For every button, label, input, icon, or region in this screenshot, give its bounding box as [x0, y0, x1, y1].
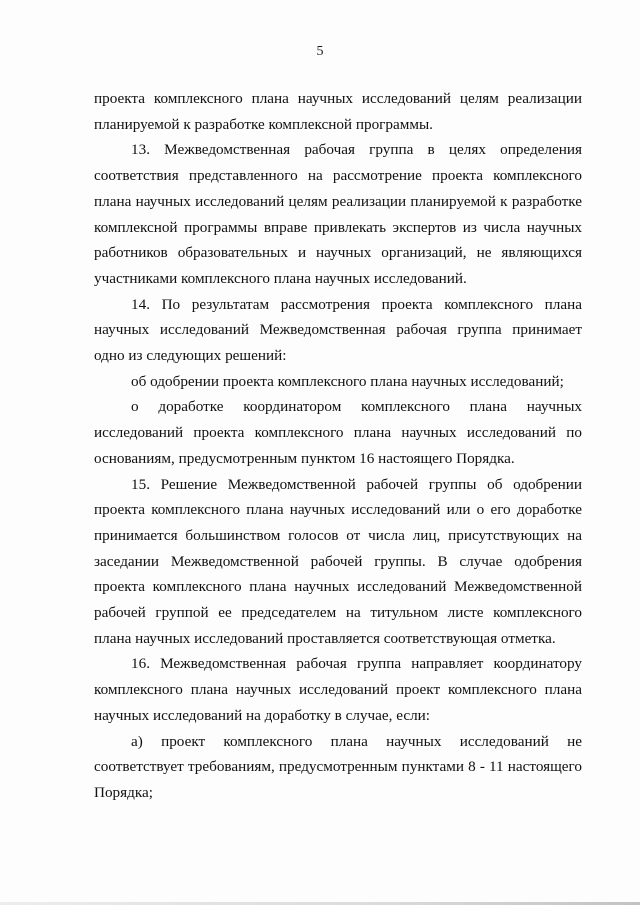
paragraph-14-option-revise: о доработке координатором комплексного плана научных исследований проекта комплексного плана научных исследований по основаниям, предусмотренным пунктом 16 настоящего Порядка.	[94, 398, 582, 467]
paragraph-13: 13. Межведомственная рабочая группа в целях определения соответствия представленного на рассмотрение проекта комплексного плана научных исследований целям реализации планируемой к разработке комплексной программы вправе привлекать экспертов из числа научных работников образовательных и научных организаций, не являющихся участниками комплексного плана научных исследований.	[94, 141, 582, 287]
paragraph-continuation: проекта комплексного плана научных исследований целям реализации планируемой к разработке комплексной программы.	[94, 90, 582, 133]
page-number: 5	[316, 44, 324, 59]
paragraph-16-item-a: а) проект комплексного плана научных исследований не соответствует требованиям, предусмотренным пунктами 8 - 11 настоящего Порядка;	[94, 732, 582, 801]
paragraph-14-option-approve: об одобрении проекта комплексного плана научных исследований;	[131, 372, 564, 390]
paragraph-14: 14. По результатам рассмотрения проекта комплексного плана научных исследований Межведомственная рабочая группа принимает одно из следующих решений:	[94, 295, 582, 365]
paragraph-15: 15. Решение Межведомственной рабочей группы об одобрении проекта комплексного плана научных исследований или о его доработке принимается большинством голосов от числа лиц, присутствующих на заседании Межведомственной рабочей группы. В случае одобрения проекта комплексного плана научных исследований Межведомственной рабочей группой ее председателем на титульном листе комплексного плана научных исследований проставляется соответствующая отметка.	[94, 475, 582, 647]
document-body	[94, 86, 582, 806]
paragraph-16: 16. Межведомственная рабочая группа направляет координатору комплексного плана научных исследований проект комплексного плана научных исследований на доработку в случае, если:	[94, 655, 582, 724]
